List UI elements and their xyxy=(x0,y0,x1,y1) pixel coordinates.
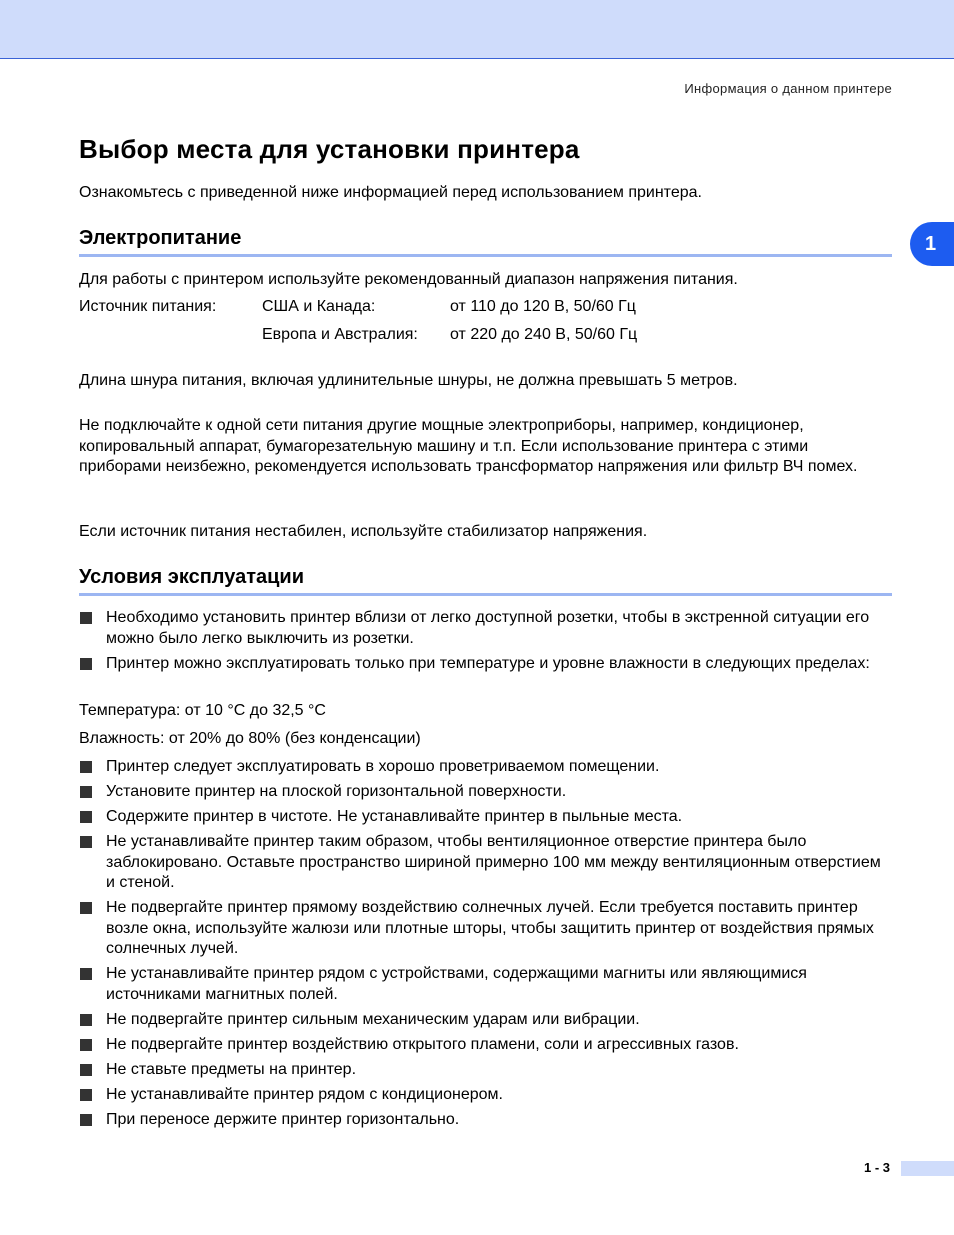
square-bullet-icon xyxy=(80,1064,92,1076)
list-item-text: Не ставьте предметы на принтер. xyxy=(106,1060,357,1078)
power-range-note: Для работы с принтером используйте рекомендованный диапазон напряжения питания. xyxy=(79,271,738,288)
list-item-text: При переносе держите принтер горизонтально. xyxy=(106,1110,460,1128)
list-item xyxy=(79,1060,892,1081)
list-item-text: Не подвергайте принтер сильным механическим ударам или вибрации. xyxy=(106,1010,640,1028)
square-bullet-icon xyxy=(80,1039,92,1051)
running-header: Информация о данном принтере xyxy=(684,81,892,96)
power-voltage: от 220 до 240 В, 50/60 Гц xyxy=(450,326,638,343)
power-region: США и Канада: xyxy=(262,298,376,315)
page-title: Выбор места для установки принтера xyxy=(79,134,580,164)
temperature-range: Температура: от 10 °C до 32,5 °C xyxy=(79,702,326,719)
list-item-text: Не подвергайте принтер прямому воздействию солнечных лучей. Если требуется поставить принтер возле окна, используйте жалюзи или плотные шторы, чтобы защитить принтер от воздействия прямых солнечных лучей. xyxy=(106,899,874,957)
square-bullet-icon xyxy=(80,658,92,670)
square-bullet-icon xyxy=(80,786,92,798)
list-item xyxy=(79,608,892,649)
list-item-text: Установите принтер на плоской горизонтальной поверхности. xyxy=(106,783,567,800)
square-bullet-icon xyxy=(80,1014,92,1026)
square-bullet-icon xyxy=(80,612,92,624)
page-number: 1 - 3 xyxy=(864,1160,891,1175)
square-bullet-icon xyxy=(80,836,92,848)
footer-bar xyxy=(901,1161,954,1176)
power-source-label: Источник питания: xyxy=(79,298,217,315)
list-item xyxy=(79,832,892,894)
list-item-text: Необходимо установить принтер вблизи от легко доступной розетки, чтобы в экстренной ситуации его можно было легко выключить из розетки. xyxy=(106,609,870,647)
square-bullet-icon xyxy=(80,1089,92,1101)
list-item xyxy=(79,898,892,960)
list-item-text: Не устанавливайте принтер таким образом, чтобы вентиляционное отверстие принтера было заблокировано. Оставьте пространство шириной примерно 100 мм между вентиляционным отверстием и стеной. xyxy=(106,833,881,891)
square-bullet-icon xyxy=(80,761,92,773)
devices-note: Не подключайте к одной сети питания другие мощные электроприборы, например, кондиционер, копировальный аппарат, бумагорезательную машину и т.п. Если использование принтера с этими приборами неизбежно, рекомендуется использовать трансформатор напряжения или фильтр ВЧ помех. xyxy=(79,417,858,475)
list-item xyxy=(79,1035,892,1056)
intro-text: Ознакомьтесь с приведенной ниже информацией перед использованием принтера. xyxy=(79,184,702,201)
power-voltage: от 110 до 120 В, 50/60 Гц xyxy=(450,298,636,315)
section-heading-power: Электропитание xyxy=(79,227,892,257)
humidity-range: Влажность: от 20% до 80% (без конденсации) xyxy=(79,730,421,747)
top-header-band xyxy=(0,0,954,59)
list-item xyxy=(79,1110,892,1131)
square-bullet-icon xyxy=(80,1114,92,1126)
list-item xyxy=(79,1085,892,1106)
chapter-tab[interactable]: 1 xyxy=(910,222,954,266)
list-item-text: Содержите принтер в чистоте. Не устанавливайте принтер в пыльные места. xyxy=(106,808,683,825)
environment-list-a xyxy=(79,608,892,679)
list-item-text: Не устанавливайте принтер рядом с устройствами, содержащими магниты или являющимися источниками магнитных полей. xyxy=(106,965,807,1003)
square-bullet-icon xyxy=(80,968,92,980)
section-heading-environment: Условия эксплуатации xyxy=(79,566,892,596)
list-item xyxy=(79,782,892,803)
list-item xyxy=(79,807,892,828)
cord-length-note: Длина шнура питания, включая удлинительные шнуры, не должна превышать 5 метров. xyxy=(79,372,738,389)
environment-list-b xyxy=(79,757,892,1135)
list-item xyxy=(79,654,892,675)
list-item xyxy=(79,1010,892,1031)
square-bullet-icon xyxy=(80,811,92,823)
list-item-text: Принтер следует эксплуатировать в хорошо проветриваемом помещении. xyxy=(106,758,660,775)
list-item-text: Не устанавливайте принтер рядом с кондиционером. xyxy=(106,1085,503,1103)
list-item xyxy=(79,757,892,778)
list-item-text: Не подвергайте принтер воздействию открытого пламени, соли и агрессивных газов. xyxy=(106,1035,739,1053)
list-item-text: Принтер можно эксплуатировать только при температуре и уровне влажности в следующих пределах: xyxy=(106,654,870,672)
list-item xyxy=(79,964,892,1005)
stabilizer-note: Если источник питания нестабилен, используйте стабилизатор напряжения. xyxy=(79,523,648,540)
square-bullet-icon xyxy=(80,902,92,914)
power-region: Европа и Австралия: xyxy=(262,326,418,343)
